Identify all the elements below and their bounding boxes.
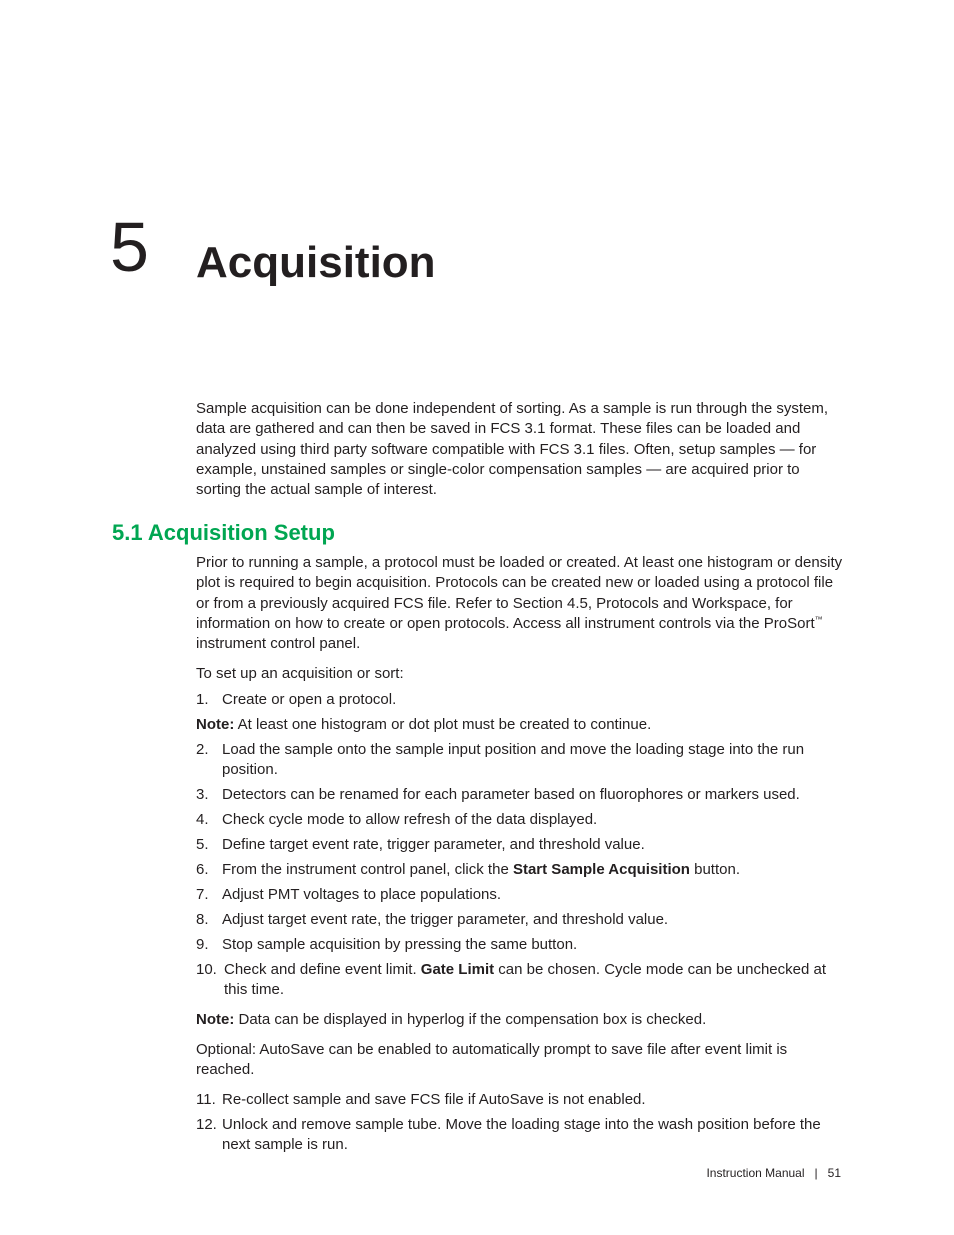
step-text: Adjust PMT voltages to place populations. <box>222 885 502 903</box>
step-bold-term: Start Sample Acquisition <box>512 860 690 878</box>
step-item <box>196 885 846 905</box>
chapter-number: 5 <box>110 208 149 286</box>
step-text: Check cycle mode to allow refresh of the data displayed. <box>222 811 598 829</box>
step-number: 8. <box>196 910 209 928</box>
page-footer <box>706 1166 841 1180</box>
step-text: Define target event rate, trigger parameter, and threshold value. <box>222 836 645 853</box>
step-item <box>196 935 846 955</box>
step-number: 3. <box>196 786 209 804</box>
para-text-a: Prior to running a sample, a protocol must be loaded or created. At least one histogram or density plot is required to begin acquisition. Protocols can be created new or loaded using a protocol file or from a previously acquired FCS file. Refer to Section 4.5, Protocols and Workspace, for information on how to create or open protocols. Access all instrument controls via the ProSort <box>196 554 843 632</box>
step-item <box>196 810 846 830</box>
step-item <box>196 1090 846 1110</box>
footer-separator: | <box>814 1166 818 1180</box>
step-item <box>196 960 846 1001</box>
step-item <box>196 860 846 880</box>
steps-lead: To set up an acquisition or sort: <box>196 665 404 683</box>
note-label: Note: <box>196 715 235 733</box>
page-number: 51 <box>827 1166 841 1180</box>
note-text: At least one histogram or dot plot must be created to continue. <box>234 715 652 733</box>
para-text-b: instrument control panel. <box>196 635 361 653</box>
note <box>196 715 846 735</box>
step-text: Re-collect sample and save FCS file if AutoSave is not enabled. <box>222 1090 646 1108</box>
step-text: Adjust target event rate, the trigger parameter, and threshold value. <box>222 910 669 928</box>
step-number: 4. <box>196 811 209 829</box>
step-text: Unlock and remove sample tube. Move the loading stage into the wash position before the next sample is run. <box>222 1115 821 1154</box>
step-text: Create or open a protocol. <box>222 690 397 708</box>
step-number: 10. <box>196 960 217 978</box>
section-heading: 5.1 Acquisition Setup <box>112 520 335 545</box>
trademark: ™ <box>814 614 823 624</box>
step-number: 12. <box>196 1115 217 1133</box>
step-number: 2. <box>196 740 209 758</box>
note-label: Note: <box>196 1010 235 1028</box>
step-item <box>196 785 846 805</box>
step-bold-term: Gate Limit <box>420 960 495 978</box>
chapter-title: Acquisition <box>196 238 436 287</box>
step-text: Stop sample acquisition by pressing the same button. <box>222 935 578 953</box>
step-item <box>196 1115 846 1156</box>
intro-paragraph: Sample acquisition can be done independent of sorting. As a sample is run through the system, data are gathered and can then be saved in FCS 3.1 format. These files can be loaded and analyzed using third party software compatible with FCS 3.1 files. Often, setup samples — for example, unstained samples or single-color compensation samples — are acquired prior to sorting the actual sample of interest. <box>196 400 829 499</box>
step-item <box>196 690 846 710</box>
step-number: 6. <box>196 860 209 878</box>
optional-paragraph: Optional: AutoSave can be enabled to automatically prompt to save file after event limit is reached. <box>196 1040 788 1078</box>
step-number: 1. <box>196 690 209 708</box>
note <box>196 1010 846 1030</box>
step-item <box>196 910 846 930</box>
section-paragraph <box>196 553 846 654</box>
step-text-a: Check and define event limit. <box>224 960 421 978</box>
step-text-b: can be chosen. Cycle mode can be unchecked at this time. <box>224 960 827 999</box>
step-text-a: From the instrument control panel, click the <box>222 860 513 878</box>
step-number: 9. <box>196 935 209 953</box>
step-number: 7. <box>196 885 209 903</box>
note-text: Data can be displayed in hyperlog if the compensation box is checked. <box>234 1010 707 1028</box>
step-text-b: button. <box>689 860 740 878</box>
footer-manual: Instruction Manual <box>706 1166 805 1180</box>
section-body <box>196 553 846 1160</box>
step-number: 5. <box>196 836 209 853</box>
step-item <box>196 740 846 781</box>
step-item <box>196 835 846 855</box>
step-text: Load the sample onto the sample input position and move the loading stage into the run position. <box>222 740 805 779</box>
step-number: 11. <box>196 1090 216 1108</box>
step-text: Detectors can be renamed for each parameter based on fluorophores or markers used. <box>222 786 800 804</box>
